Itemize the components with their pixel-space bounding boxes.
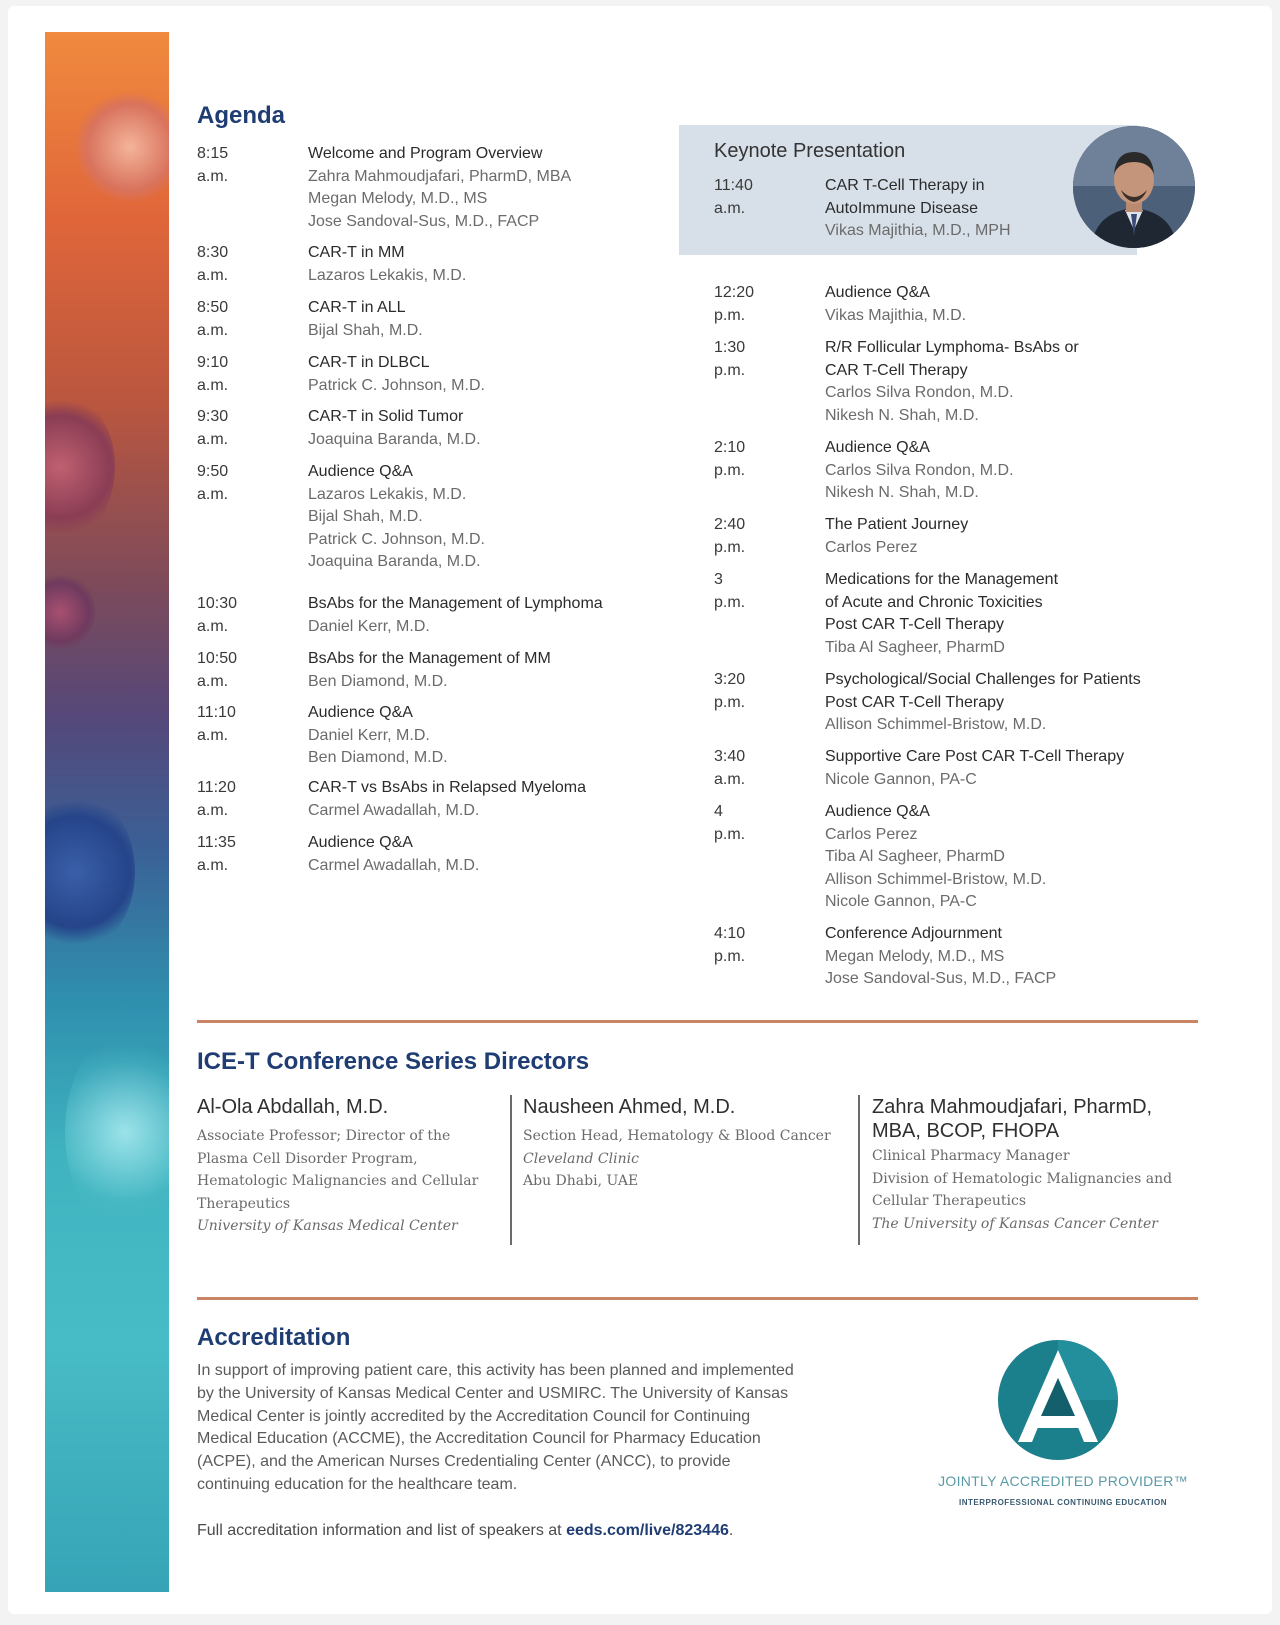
accreditation-line: Medical Education (ACCME), the Accreditation Council for Pharmacy Education — [197, 1430, 761, 1448]
director-name: Zahra Mahmoudjafari, PharmD, — [872, 1096, 1153, 1118]
agenda-topic: of Acute and Chronic Toxicities — [825, 593, 1043, 611]
agenda-speaker: Jose Sandoval-Sus, M.D., FACP — [308, 212, 540, 230]
agenda-time: 12:20 p.m. — [714, 284, 755, 324]
agenda-topic: Welcome and Program Overview — [308, 145, 543, 162]
section-divider — [197, 1020, 1198, 1023]
agenda-topic: Post CAR T-Cell Therapy — [825, 616, 1005, 633]
director-title-line: Hematologic Malignancies and Cellular — [197, 1173, 479, 1189]
accreditation-text — [197, 1360, 897, 1497]
footer-suffix: . — [728, 1522, 734, 1539]
director-title-line: Plasma Cell Disorder Program, — [197, 1150, 418, 1167]
cell-illustration — [45, 572, 95, 652]
agenda-topic: Audience Q&A — [825, 284, 930, 301]
agenda-time: 8:15 a.m. — [197, 145, 229, 185]
agenda-time: 10:30 a.m. — [197, 595, 238, 635]
director-title-line: Section Head, Hematology & Blood Cancer — [523, 1128, 831, 1144]
agenda-topic: CAR-T in MM — [308, 244, 405, 261]
agenda-time: 4:10 p.m. — [714, 925, 746, 965]
agenda-topic: CAR-T in Solid Tumor — [308, 408, 464, 425]
accreditation-footer — [197, 1522, 733, 1540]
director-title-line: Cellular Therapeutics — [872, 1193, 1027, 1209]
agenda-topic: BsAbs for the Management of Lymphoma — [308, 595, 603, 612]
agenda-topic: Psychological/Social Challenges for Patients — [825, 671, 1141, 688]
cell-illustration — [75, 92, 169, 202]
accreditation-line: In support of improving patient care, this activity has been planned and implemented — [197, 1362, 794, 1379]
director-title-line: Associate Professor; Director of the — [197, 1128, 451, 1144]
agenda-speaker: Carmel Awadallah, M.D. — [308, 856, 480, 874]
agenda-speaker: Nikesh N. Shah, M.D. — [825, 484, 979, 501]
agenda-time: 8:50 a.m. — [197, 299, 229, 339]
agenda-speaker: Carlos Perez — [825, 825, 918, 843]
agenda-time: 11:10 a.m. — [197, 704, 236, 744]
director-institution: The University of Kansas Cancer Center — [872, 1215, 1158, 1232]
agenda-speaker: Daniel Kerr, M.D. — [308, 617, 430, 635]
director-name: MBA, BCOP, FHOPA — [872, 1120, 1060, 1142]
keynote-speaker-photo — [1073, 126, 1195, 248]
agenda-speaker: Tiba Al Sagheer, PharmD — [825, 638, 1005, 656]
agenda-topic: Audience Q&A — [825, 803, 930, 820]
agenda-speaker: Megan Melody, M.D., MS — [308, 190, 488, 207]
agenda-time: 10:50 a.m. — [197, 650, 238, 690]
column-divider — [510, 1095, 512, 1245]
agenda-time: 9:50 a.m. — [197, 463, 229, 503]
agenda-speaker: Patrick C. Johnson, M.D. — [308, 376, 485, 394]
agenda-speaker: Ben Diamond, M.D. — [308, 749, 448, 766]
agenda-speaker: Lazaros Lekakis, M.D. — [308, 485, 467, 503]
agenda-topic: Post CAR T-Cell Therapy — [825, 693, 1005, 711]
agenda-topic: CAR-T in DLBCL — [308, 354, 430, 371]
agenda-speaker: Joaquina Baranda, M.D. — [308, 553, 481, 570]
agenda-speaker: Vikas Majithia, M.D. — [825, 306, 967, 324]
agenda-topic: Audience Q&A — [308, 834, 413, 851]
agenda-speaker: Ben Diamond, M.D. — [308, 672, 448, 690]
director-institution: Cleveland Clinic — [523, 1150, 639, 1167]
director-title-line: Clinical Pharmacy Manager — [872, 1148, 1070, 1164]
agenda-topic: Medications for the Management — [825, 571, 1059, 588]
accreditation-link[interactable]: eeds.com/live/823446 — [566, 1522, 729, 1539]
agenda-topic: The Patient Journey — [825, 516, 969, 533]
agenda-speaker: Bijal Shah, M.D. — [308, 508, 423, 525]
cell-illustration — [45, 392, 115, 542]
agenda-time: 1:30 p.m. — [714, 339, 746, 379]
director-title-line: Division of Hematologic Malignancies and — [872, 1170, 1173, 1187]
keynote-topic-line: CAR T-Cell Therapy in — [825, 177, 985, 194]
accreditation-line: (ACPE), and the American Nurses Credentialing Center (ANCC), to provide — [197, 1453, 731, 1471]
logo-caption: JOINTLY ACCREDITED PROVIDER™ — [938, 1473, 1188, 1489]
accreditation-line: Medical Center is jointly accredited by the Accreditation Council for Continuing — [197, 1407, 751, 1425]
smoke-illustration — [65, 1032, 169, 1232]
agenda-speaker: Zahra Mahmoudjafari, PharmD, MBA — [308, 167, 572, 185]
agenda-topic: Audience Q&A — [308, 463, 413, 480]
agenda-topic: CAR-T vs BsAbs in Relapsed Myeloma — [308, 779, 587, 796]
agenda-speaker: Allison Schimmel-Bristow, M.D. — [825, 870, 1047, 888]
director-card — [197, 1095, 507, 1238]
directors-heading: ICE-T Conference Series Directors — [197, 1048, 590, 1075]
agenda-topic: Conference Adjournment — [825, 925, 1002, 942]
agenda-speaker: Nicole Gannon, PA-C — [825, 893, 977, 910]
director-card — [872, 1095, 1212, 1235]
agenda-speaker: Lazaros Lekakis, M.D. — [308, 266, 467, 284]
agenda-speaker: Megan Melody, M.D., MS — [825, 947, 1005, 965]
keynote-title: Keynote Presentation — [714, 140, 906, 162]
agenda-time: 2:40 p.m. — [714, 516, 746, 556]
agenda-topic: Supportive Care Post CAR T-Cell Therapy — [825, 748, 1125, 765]
agenda-speaker: Joaquina Baranda, M.D. — [308, 430, 481, 448]
agenda-topic: CAR-T in ALL — [308, 299, 406, 316]
accreditation-line: by the University of Kansas Medical Center and USMIRC. The University of Kansas — [197, 1384, 789, 1402]
director-institution: University of Kansas Medical Center — [197, 1218, 458, 1234]
director-title-line: Therapeutics — [197, 1195, 291, 1212]
agenda-time: 3 p.m. — [714, 571, 746, 611]
agenda-time: 11:35 a.m. — [197, 834, 236, 874]
agenda-time: 4 p.m. — [714, 803, 746, 843]
agenda-speaker: Carlos Silva Rondon, M.D. — [825, 461, 1014, 479]
agenda-topic: Audience Q&A — [308, 704, 413, 721]
keynote-speaker: Vikas Majithia, M.D., MPH — [825, 222, 1011, 239]
keynote-topic-line: AutoImmune Disease — [825, 199, 978, 217]
director-card — [523, 1095, 853, 1193]
agenda-time: 9:10 a.m. — [197, 354, 229, 394]
agenda-speaker: Allison Schimmel-Bristow, M.D. — [825, 716, 1047, 733]
agenda-topic: R/R Follicular Lymphoma- BsAbs or — [825, 339, 1079, 356]
agenda-speaker: Nikesh N. Shah, M.D. — [825, 406, 979, 424]
agenda-speaker: Carlos Perez — [825, 538, 918, 556]
agenda-speaker: Jose Sandoval-Sus, M.D., FACP — [825, 970, 1057, 987]
agenda-topic: BsAbs for the Management of MM — [308, 650, 551, 667]
agenda-time: 9:30 a.m. — [197, 408, 229, 448]
decorative-image-strip — [45, 32, 169, 1592]
agenda-time: 2:10 p.m. — [714, 439, 746, 479]
accreditation-heading: Accreditation — [197, 1324, 351, 1351]
agenda-speaker: Bijal Shah, M.D. — [308, 321, 423, 339]
agenda-time: 11:20 a.m. — [197, 779, 236, 819]
accreditation-line: continuing education for the healthcare team. — [197, 1475, 518, 1493]
agenda-speaker: Carmel Awadallah, M.D. — [308, 801, 480, 819]
director-name: Al-Ola Abdallah, M.D. — [197, 1096, 389, 1118]
jointly-accredited-logo — [996, 1338, 1120, 1462]
director-name: Nausheen Ahmed, M.D. — [523, 1096, 736, 1118]
agenda-time: 3:40 a.m. — [714, 748, 746, 788]
agenda-speaker: Tiba Al Sagheer, PharmD — [825, 848, 1005, 865]
agenda-speaker: Carlos Silva Rondon, M.D. — [825, 384, 1014, 401]
keynote-time: 11:40 a.m. — [714, 177, 753, 217]
agenda-speaker: Patrick C. Johnson, M.D. — [308, 530, 485, 548]
agenda-topic: Audience Q&A — [825, 439, 930, 456]
agenda-heading: Agenda — [197, 102, 286, 129]
cell-illustration — [45, 792, 135, 952]
section-divider — [197, 1297, 1198, 1300]
logo-subcaption: INTERPROFESSIONAL CONTINUING EDUCATION — [958, 1498, 1168, 1507]
footer-prefix: Full accreditation information and list of speakers at — [197, 1522, 567, 1539]
agenda-time: 8:30 a.m. — [197, 244, 229, 284]
agenda-speaker: Daniel Kerr, M.D. — [308, 726, 430, 744]
agenda-time: 3:20 p.m. — [714, 671, 746, 711]
agenda-speaker: Nicole Gannon, PA-C — [825, 770, 977, 788]
director-location: Abu Dhabi, UAE — [523, 1173, 639, 1189]
column-divider — [858, 1095, 860, 1245]
agenda-topic: CAR T-Cell Therapy — [825, 361, 968, 379]
